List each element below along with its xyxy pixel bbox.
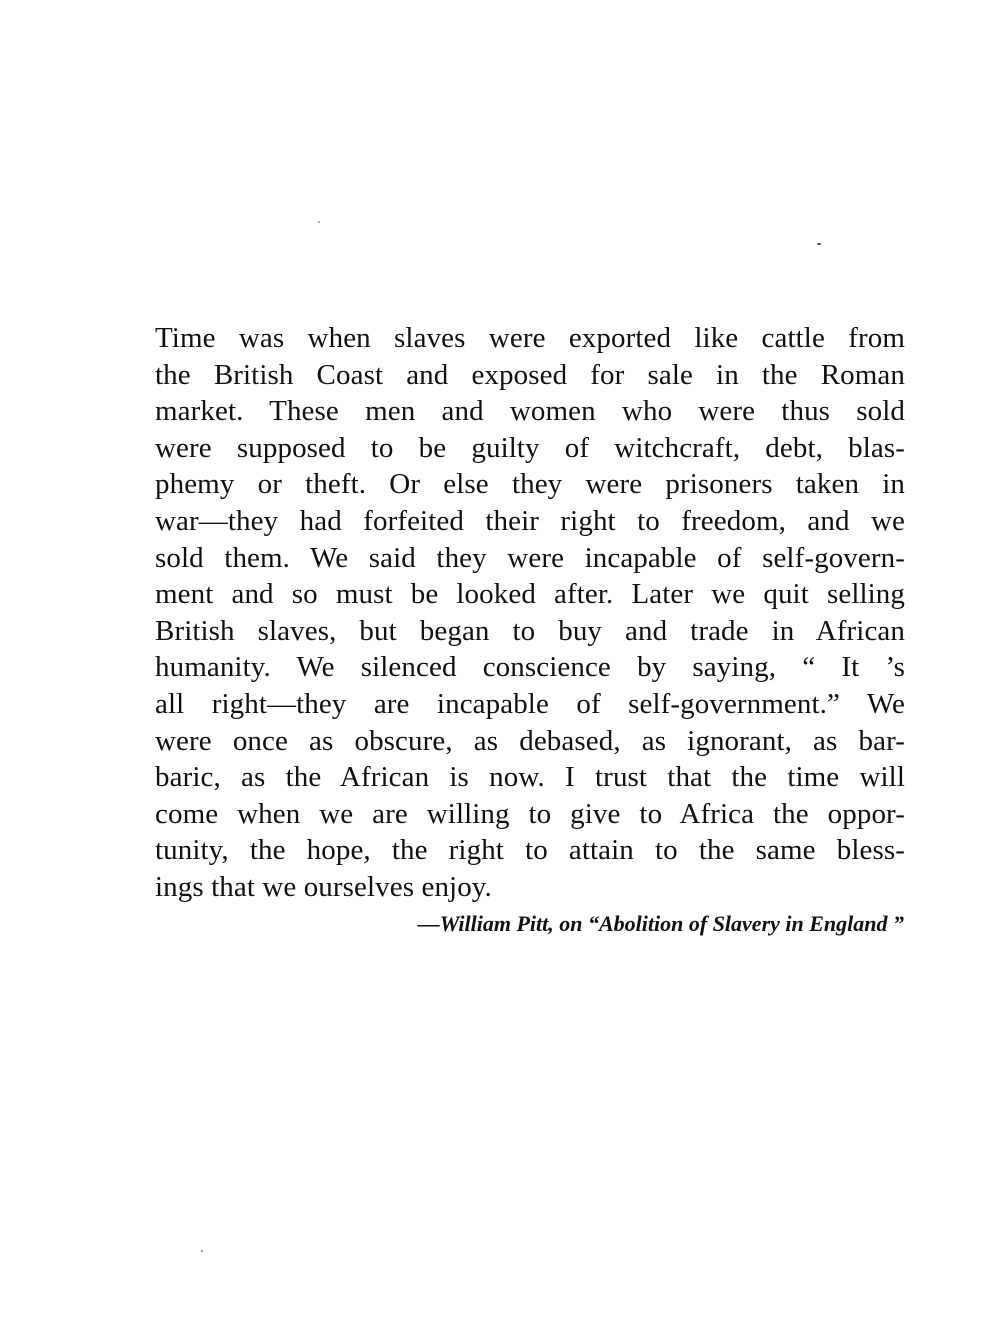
scan-speck [318,221,320,223]
quote-line: were supposed to be guilty of witchcraft, debt, blas- [155,431,905,464]
quote-line: British slaves, but began to buy and trade in African [155,614,905,647]
attribution: —William Pitt, on “Abolition of Slavery in England ” [417,911,904,936]
scan-speck [201,1250,203,1252]
quote-line: sold them. We said they were incapable of self-govern- [155,541,905,574]
quote-line: were once as obscure, as debased, as ignorant, as bar- [155,724,905,757]
quote-line: phemy or theft. Or else they were prisoners taken in [155,468,905,501]
quote-line: all right—they are incapable of self-government.” We [155,687,905,720]
quote-line: ment and so must be looked after. Later we quit selling [155,578,905,611]
quote-line: humanity. We silenced conscience by saying, “ It ’s [155,651,905,684]
quote-line: market. These men and women who were thus sold [155,395,905,428]
quote-paragraph [155,320,905,906]
scan-speck [817,243,821,245]
quote-line: ings that we ourselves enjoy. [155,870,492,903]
quote-line: Time was when slaves were exported like cattle from [155,322,905,354]
quote-line: baric, as the African is now. I trust that the time will [155,761,905,794]
quote-line: war—they had forfeited their right to freedom, and we [155,504,905,537]
quote-line: tunity, the hope, the right to attain to the same bless- [155,834,905,867]
quote-line: come when we are willing to give to Africa the oppor- [155,797,905,830]
quote-line: the British Coast and exposed for sale in the Roman [155,358,905,391]
